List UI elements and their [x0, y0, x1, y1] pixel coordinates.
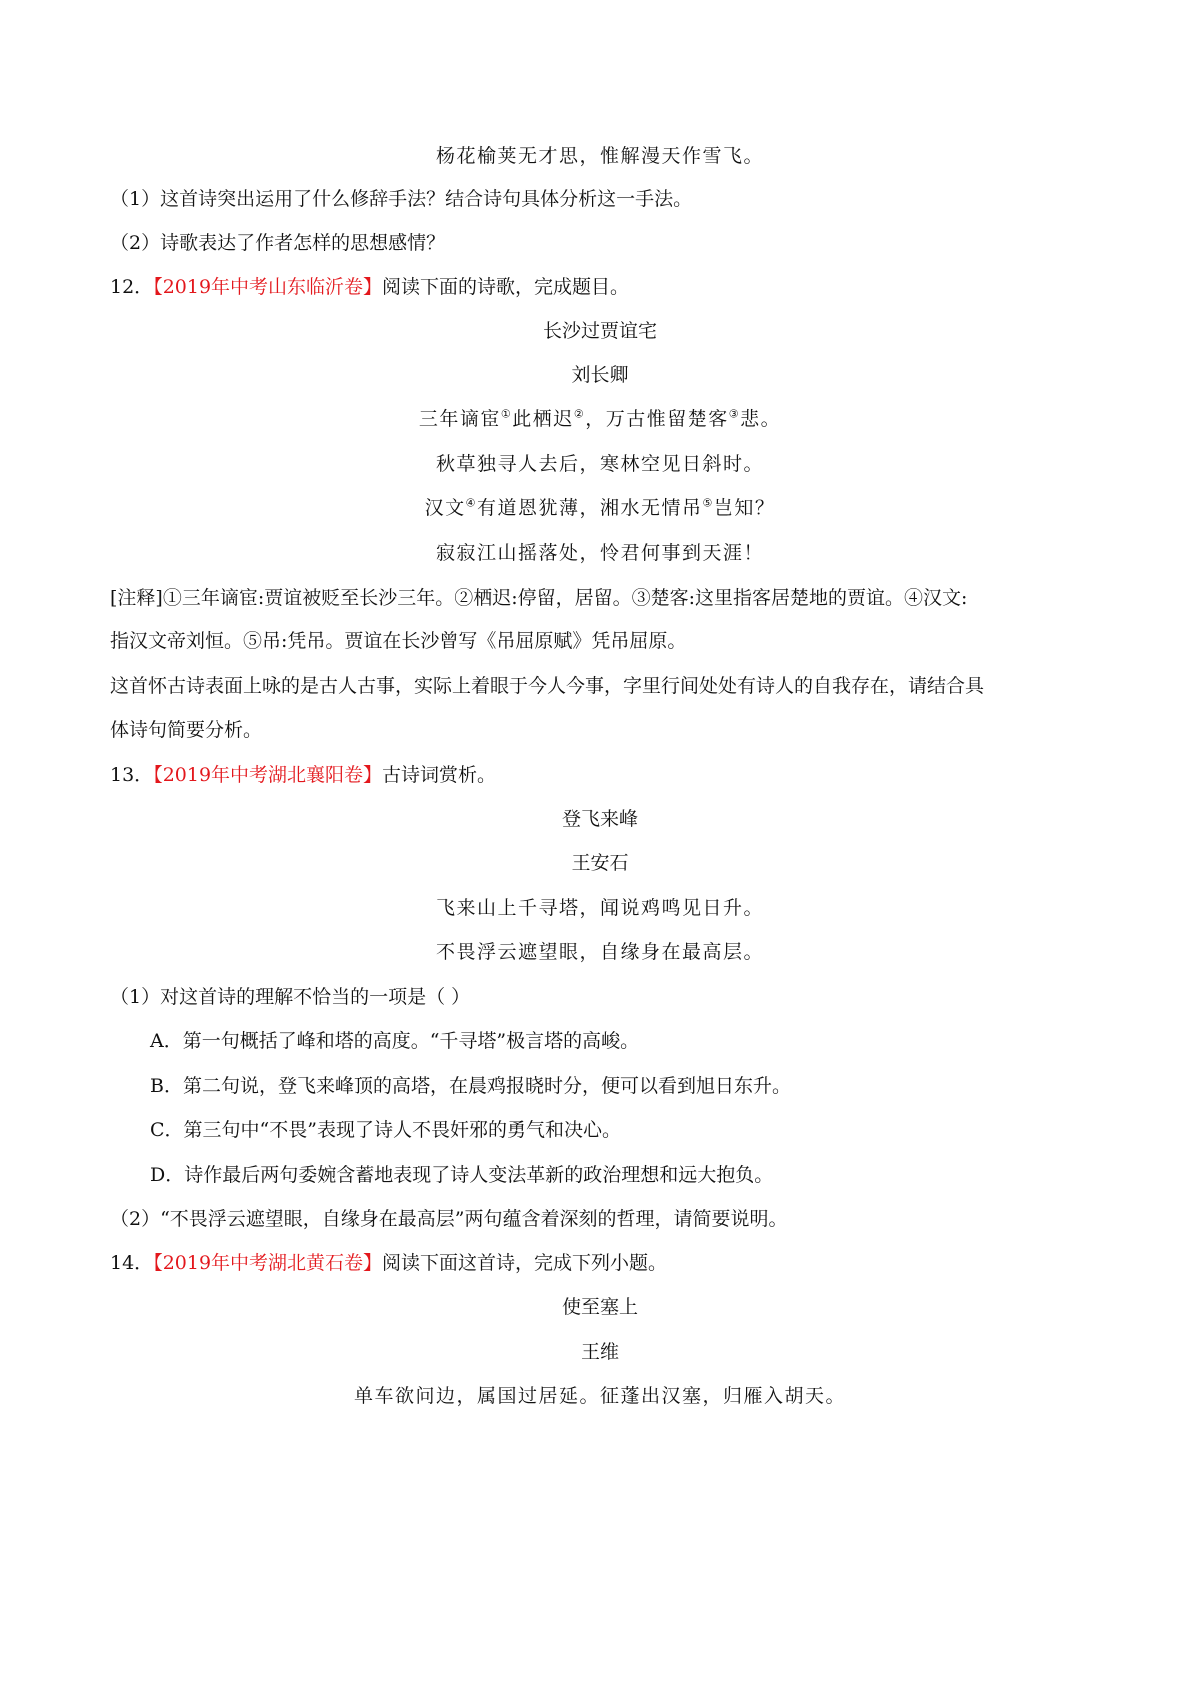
poem-line: 不畏浮云遮望眼，自缘身在最高层。	[435, 941, 764, 963]
answer-option-b: B．第二句说，登飞来峰顶的高塔，在晨鸡报晓时分，便可以看到旭日东升。	[150, 1075, 791, 1097]
answer-option-d: D．诗作最后两句委婉含蓄地表现了诗人变法革新的政治理想和远大抱负。	[150, 1164, 774, 1186]
footnote-marker: ②	[573, 407, 586, 421]
poem-line: 飞来山上千寻塔，闻说鸡鸣见日升。	[435, 897, 764, 919]
poem-line: 秋草独寻人去后，寒林空见日斜时。	[435, 453, 764, 475]
footnote-marker: ①	[500, 407, 513, 421]
answer-option-c: C．第三句中“不畏”表现了诗人不畏奸邪的勇气和决心。	[150, 1119, 621, 1141]
poem-title: 长沙过贾谊宅	[542, 320, 657, 342]
question-instruction: 阅读下面这首诗，完成下列小题。	[382, 1252, 668, 1274]
question-text: 体诗句简要分析。	[110, 719, 263, 741]
footnote-marker: ④	[465, 496, 477, 510]
question-12-header	[110, 274, 1100, 300]
question-source: 【2019年中考湖北黄石卷】	[153, 1252, 383, 1274]
footnote-marker: ⑤	[702, 496, 714, 510]
poem-title: 使至塞上	[561, 1296, 638, 1318]
footnote-marker: ③	[728, 407, 741, 421]
poem-line: 寂寂江山摇落处，怜君何事到天涯！	[435, 542, 764, 564]
answer-option-a: A．第一句概括了峰和塔的高度。“千寻塔”极言塔的高峻。	[150, 1030, 640, 1052]
question-14-header	[110, 1250, 1100, 1276]
poem-line: 汉文④有道恩犹薄，湘水无情吊⑤岂知？	[424, 496, 776, 519]
question-13-header	[110, 762, 1100, 788]
poem-line: 三年谪宦①此栖迟②，万古惟留楚客③悲。	[418, 407, 782, 430]
sub-question: （2）“不畏浮云遮望眼，自缘身在最高层”两句蕴含着深刻的哲理，请简要说明。	[110, 1208, 788, 1230]
annotation-line: 指汉文帝刘恒。⑤吊:凭吊。贾谊在长沙曾写《吊屈原赋》凭吊屈原。	[110, 630, 687, 652]
question-number: 13．	[110, 764, 154, 786]
sub-question: （1）对这首诗的理解不恰当的一项是（ ）	[110, 986, 471, 1008]
question-source: 【2019年中考山东临沂卷】	[153, 276, 383, 298]
annotation-line: [注释]①三年谪宦:贾谊被贬至长沙三年。②栖迟:停留，居留。③楚客:这里指客居楚地的贾谊。④汉文:	[110, 587, 968, 609]
question-source: 【2019年中考湖北襄阳卷】	[153, 764, 383, 786]
question-number: 12．	[110, 276, 154, 298]
poem-title: 登飞来峰	[561, 808, 638, 830]
poem-line: 单车欲问边，属国过居延。征蓬出汉塞，归雁入胡天。	[353, 1385, 846, 1407]
poem-author: 王安石	[571, 852, 629, 874]
sub-question: （1）这首诗突出运用了什么修辞手法？结合诗句具体分析这一手法。	[110, 188, 693, 210]
question-instruction: 阅读下面的诗歌，完成题目。	[382, 276, 630, 298]
poem-author: 刘长卿	[571, 364, 629, 386]
sub-question: （2）诗歌表达了作者怎样的思想感情？	[110, 232, 446, 254]
question-text: 这首怀古诗表面上咏的是古人古事，实际上着眼于今人今事，字里行间处处有诗人的自我存在，请结合具	[110, 675, 985, 697]
question-number: 14．	[110, 1252, 154, 1274]
poem-line: 杨花榆荚无才思，惟解漫天作雪飞。	[435, 145, 764, 167]
poem-author: 王维	[580, 1341, 619, 1363]
question-instruction: 古诗词赏析。	[382, 764, 497, 786]
